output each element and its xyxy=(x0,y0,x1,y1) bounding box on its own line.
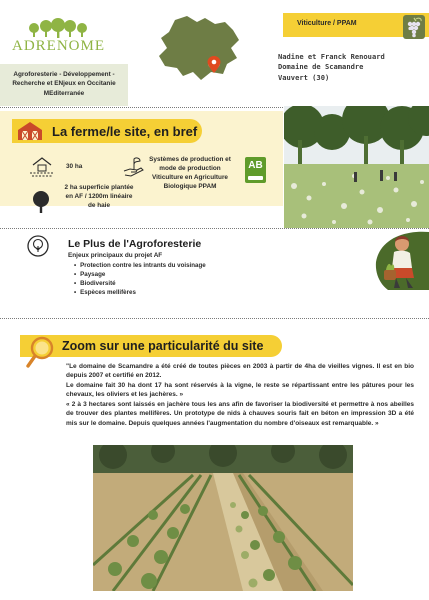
grapes-icon xyxy=(402,14,426,40)
list-item: • Biodiversité xyxy=(74,280,206,289)
farm-info xyxy=(278,52,428,83)
surface-text: 30 ha xyxy=(66,163,83,170)
magnifier-icon xyxy=(26,335,56,369)
farm-owners: Nadine et Franck Renouard xyxy=(278,52,385,61)
gard-map-icon xyxy=(153,14,243,86)
zoom-paragraph: Le domaine fait 30 ha dont 17 ha sont réservés à la vigne, le reste se répartissant entre les pâtures pour les chevaux, les oliviers et les jachères. » xyxy=(66,381,414,399)
farm-location: Vauvert (30) xyxy=(278,72,330,82)
category-tag xyxy=(283,13,429,37)
systems-text: Systèmes de production et mode de production Viticulture en Agriculture Biologique PPAM xyxy=(149,156,231,190)
subtitle-box xyxy=(0,64,128,106)
plus-subtitle: Enjeux principaux du projet AF xyxy=(68,252,163,259)
list-item: • Paysage xyxy=(74,271,206,280)
divider-bottom xyxy=(0,318,429,319)
ab-letters: AB xyxy=(248,160,263,171)
farm-photo xyxy=(284,106,429,228)
vineyard-photo xyxy=(93,445,353,591)
zoom-paragraph: "Le domaine de Scamandre a été créé de toutes pièces en 2003 à partir de 4ha de vieilles vignes. Il est en bio depuis 2007 et certifié en 2012. xyxy=(66,363,414,380)
gardener-illustration xyxy=(366,222,429,290)
category-label: Viticulture / PPAM xyxy=(297,20,357,27)
tree-circle-icon xyxy=(27,235,49,257)
tree-icon xyxy=(31,190,51,214)
barn-icon xyxy=(17,121,43,141)
logo-text: ADRENOME xyxy=(12,38,105,54)
surface-af-text: 2 ha superficie plantée en AF / 1200m linéaire de haie xyxy=(64,184,134,209)
farm-domain: Domaine de Scamandre xyxy=(278,62,364,72)
plus-list xyxy=(74,262,206,298)
logo-trees-icon xyxy=(12,18,104,40)
zoom-title: Zoom sur une particularité du site xyxy=(62,339,264,353)
subtitle-text: Agroforesterie - Développement - Recherche et ENjeux en Occitanie MEditerranée xyxy=(12,71,116,97)
zoom-text xyxy=(66,362,414,428)
ab-organic-logo xyxy=(245,157,266,183)
ab-logo-bar xyxy=(248,176,263,180)
field-surface-icon xyxy=(29,155,55,177)
zoom-paragraph: « 2 à 3 hectares sont laissés en jachère tous les ans afin de favoriser la biodiversité et permettre à nos abeilles de trouver des plantes mellifères. Un prototype de nids à chauves souris fait en béton en impression 3D a été mis sur le domaine. Depuis quelques années l'augmentation du nombre d'oiseaux est remarquable. » xyxy=(66,400,414,427)
hand-plant-icon xyxy=(122,156,146,178)
divider-middle xyxy=(0,228,429,229)
ferme-title: La ferme/le site, en bref xyxy=(52,124,198,139)
adrenome-logo xyxy=(12,18,104,58)
list-item: • Espèces mellifères xyxy=(74,289,206,298)
list-item: • Protection contre les intrants du voisinage xyxy=(74,262,206,271)
plus-title: Le Plus de l'Agroforesterie xyxy=(68,238,202,250)
